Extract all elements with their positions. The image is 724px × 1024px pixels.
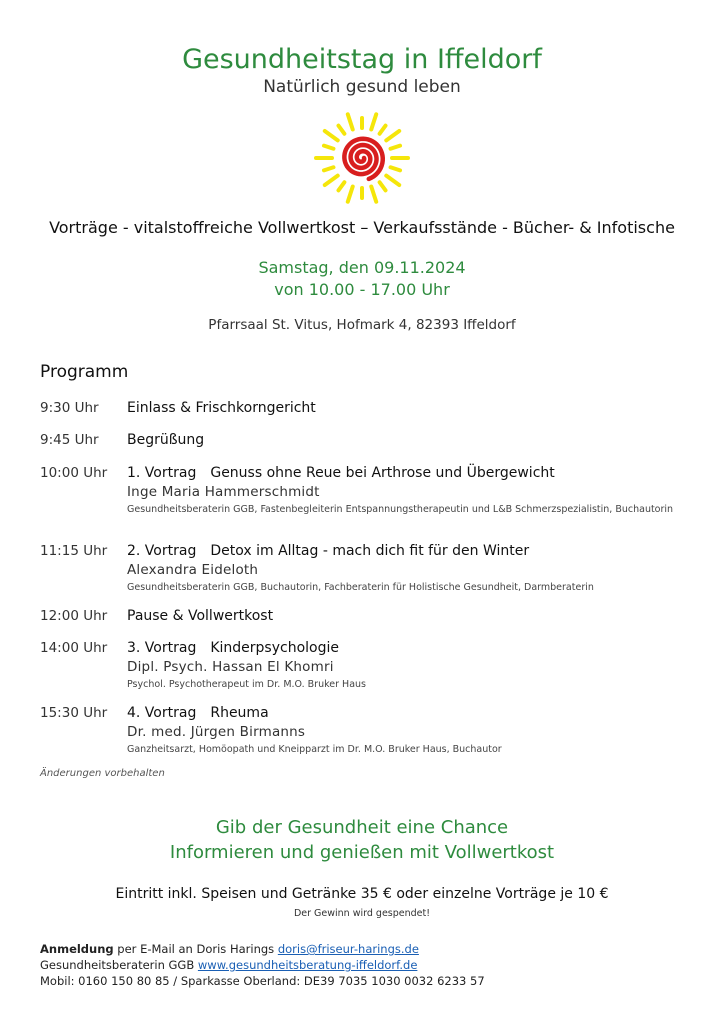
- program-time: 14:00 Uhr: [40, 640, 108, 656]
- event-venue: Pfarrsaal St. Vitus, Hofmark 4, 82393 Iffeldorf: [208, 317, 516, 333]
- advisor-text: Gesundheitsberaterin GGB: [40, 958, 198, 972]
- program-title: Rheuma: [210, 705, 269, 721]
- program-time: 11:15 Uhr: [40, 543, 108, 559]
- speaker-description: Psychol. Psychotherapeut im Dr. M.O. Bruker Haus: [127, 679, 366, 690]
- event-time: von 10.00 - 17.00 Uhr: [274, 280, 450, 299]
- sun-ray: [371, 187, 376, 202]
- program-title: Begrüßung: [127, 432, 205, 448]
- sun-ray: [324, 146, 334, 149]
- lecture-number: 1. Vortrag: [127, 465, 197, 481]
- sun-ray: [325, 176, 338, 185]
- slogan-line-2: Informieren und genießen mit Vollwertkost: [169, 842, 555, 863]
- program-time: 9:30 Uhr: [40, 400, 99, 416]
- program-time: 12:00 Uhr: [40, 608, 108, 624]
- slogan-line-1: Gib der Gesundheit eine Chance: [215, 817, 509, 838]
- sun-ray: [338, 126, 344, 134]
- admission-price: Eintritt inkl. Speisen und Getränke 35 € oder einzelne Vorträge je 10 €: [115, 886, 609, 902]
- sun-ray: [391, 146, 401, 149]
- program-title: Genuss ohne Reue bei Arthrose und Übergewicht: [210, 465, 555, 481]
- event-title: Gesundheitstag in Iffeldorf: [182, 44, 542, 75]
- program-time: 15:30 Uhr: [40, 705, 108, 721]
- website-line: [40, 958, 417, 972]
- speaker-description: Ganzheitsarzt, Homöopath und Kneipparzt im Dr. M.O. Bruker Haus, Buchautor: [127, 744, 502, 755]
- speaker-description: Gesundheitsberaterin GGB, Fastenbegleiterin Entspannungstherapeutin und L&B Schmerzspezialistin, Buchautorin: [127, 504, 674, 515]
- lecture-number: 2. Vortrag: [127, 543, 197, 559]
- registration-text: per E-Mail an Doris Harings: [113, 942, 278, 956]
- email-link[interactable]: doris@friseur-harings.de: [277, 942, 419, 956]
- program-title: Kinderpsychologie: [210, 640, 339, 656]
- program-time: 10:00 Uhr: [40, 465, 108, 481]
- tagline: Vorträge - vitalstoffreiche Vollwertkost – Verkaufsstände - Bücher- & Infotische: [49, 218, 675, 237]
- speaker-description: Gesundheitsberaterin GGB, Buchautorin, Fachberaterin für Holistische Gesundheit, Darmberaterin: [127, 582, 594, 593]
- changes-note: Änderungen vorbehalten: [40, 768, 165, 779]
- speaker-name: Alexandra Eideloth: [127, 562, 259, 578]
- event-subtitle: Natürlich gesund leben: [263, 77, 461, 97]
- registration-line: [40, 942, 419, 956]
- sun-ray: [386, 176, 399, 185]
- event-date: Samstag, den 09.11.2024: [258, 258, 466, 277]
- sun-ray: [325, 131, 338, 140]
- speaker-name: Dr. med. Jürgen Birmanns: [127, 724, 306, 740]
- sun-ray: [386, 131, 399, 140]
- program-title: Einlass & Frischkorngericht: [127, 400, 316, 416]
- lecture-number: 4. Vortrag: [127, 705, 197, 721]
- sun-ray: [348, 187, 353, 202]
- sun-ray: [371, 114, 376, 129]
- registration-label: Anmeldung: [40, 942, 114, 956]
- sun-ray: [338, 182, 344, 190]
- speaker-name: Dipl. Psych. Hassan El Khomri: [127, 659, 334, 675]
- sun-spiral-logo-icon: [306, 110, 418, 206]
- program-heading: Programm: [40, 362, 129, 382]
- sun-ray: [348, 114, 353, 129]
- sun-ray: [391, 167, 401, 170]
- sun-ray: [380, 126, 386, 134]
- contact-line: Mobil: 0160 150 80 85 / Sparkasse Oberland: DE39 7035 1030 0032 6233 57: [40, 974, 485, 988]
- sun-ray: [324, 167, 334, 170]
- sun-ray: [380, 182, 386, 190]
- program-title: Detox im Alltag - mach dich fit für den Winter: [210, 543, 530, 559]
- speaker-name: Inge Maria Hammerschmidt: [127, 484, 320, 500]
- lecture-number: 3. Vortrag: [127, 640, 197, 656]
- program-time: 9:45 Uhr: [40, 432, 99, 448]
- donation-note: Der Gewinn wird gespendet!: [293, 908, 431, 919]
- program-title: Pause & Vollwertkost: [127, 608, 274, 624]
- website-link[interactable]: www.gesundheitsberatung-iffeldorf.de: [197, 958, 418, 972]
